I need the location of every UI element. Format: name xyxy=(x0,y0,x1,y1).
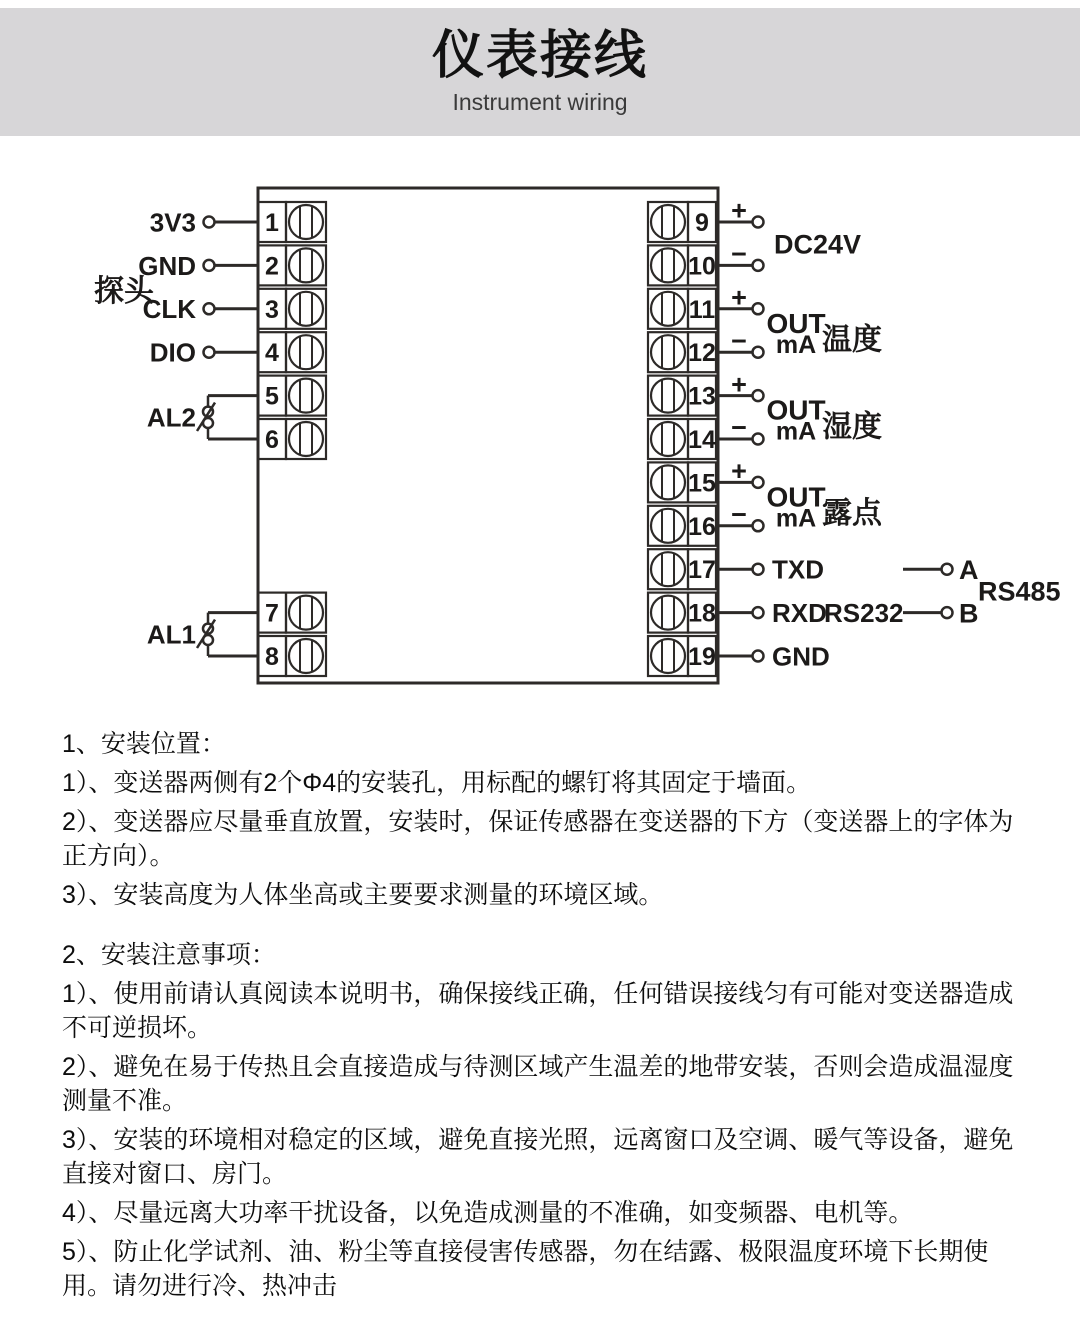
rs232-label: RS232 xyxy=(824,597,904,628)
section-install-position xyxy=(62,727,1030,912)
terminal-screw-box xyxy=(286,202,326,242)
terminal-number: 11 xyxy=(688,295,716,324)
minus-sign: − xyxy=(731,239,747,270)
plus-sign: + xyxy=(731,282,747,313)
screw-terminal-icon xyxy=(651,335,685,369)
terminal-number: 9 xyxy=(695,209,709,237)
screw-terminal-icon xyxy=(289,248,323,282)
header-band xyxy=(0,8,1080,136)
terminal-screw-box xyxy=(286,419,326,459)
terminal-number: 8 xyxy=(265,643,279,671)
wire-connector-icon xyxy=(942,564,953,575)
terminal-screw-box xyxy=(648,245,688,285)
note-item: 3）、安装的环境相对稳定的区域，避免直接光照，远离窗口及空调、暖气等设备，避免直接对窗口、房门。 xyxy=(62,1126,1014,1188)
pin-label-3v3: 3V3 xyxy=(149,207,196,238)
section-install-cautions xyxy=(62,938,1030,1303)
wire-connector-icon xyxy=(942,607,953,618)
terminal-screw-box xyxy=(648,332,688,372)
wire-connector-icon xyxy=(753,434,764,445)
plus-sign: + xyxy=(731,369,747,400)
wiring-diagram xyxy=(0,150,1080,710)
note-item: 4）、尽量远离大功率干扰设备，以免造成测量的不准确，如变频器、电机等。 xyxy=(62,1199,914,1227)
wire-connector-icon xyxy=(753,260,764,271)
wire-connector-icon xyxy=(753,651,764,662)
terminal-number: 2 xyxy=(265,252,279,281)
terminal-screw-box xyxy=(286,593,326,633)
rs485-label: RS485 xyxy=(978,576,1061,607)
wire-connector-icon xyxy=(753,520,764,531)
pin-label-al2: AL2 xyxy=(146,402,196,433)
screw-terminal-icon xyxy=(289,335,323,369)
terminal-screw-box xyxy=(648,636,688,676)
probe-label: 探头 xyxy=(94,274,154,308)
note-item: 5）、防止化学试剂、油、粉尘等直接侵害传感器，勿在结露、极限温度环境下长期使用。请勿进行冷、热冲击 xyxy=(62,1238,989,1300)
out-label: OUT xyxy=(766,307,826,339)
wire-connector-icon xyxy=(753,564,764,575)
note-item: 2）、变送器应尽量垂直放置，安装时，保证传感器在变送器的下方（变送器上的字体为正方向）。 xyxy=(62,808,1014,870)
terminal-number: 15 xyxy=(688,469,716,498)
screw-terminal-icon xyxy=(289,379,323,413)
minus-sign: − xyxy=(731,412,747,443)
screw-terminal-icon xyxy=(289,292,323,326)
pin-label-dio: DIO xyxy=(149,337,196,368)
page-title: 仪表接线 xyxy=(431,27,648,85)
wire-connector-icon xyxy=(204,303,215,314)
unit-label: mA xyxy=(775,504,817,533)
wire-connector-icon xyxy=(753,303,764,314)
wire-connector-icon xyxy=(204,260,215,271)
screw-terminal-icon xyxy=(651,465,685,499)
terminal-screw-box xyxy=(648,419,688,459)
wire-connector-icon xyxy=(753,347,764,358)
output-cn-label: 湿度 xyxy=(822,410,882,444)
pin-label-clk: CLK xyxy=(142,294,196,325)
wiring-diagram-svg xyxy=(0,150,1080,710)
terminal-number: 10 xyxy=(688,252,716,281)
terminal-screw-box xyxy=(648,202,688,242)
terminal-number: 4 xyxy=(265,339,279,368)
terminal-number: 1 xyxy=(265,209,279,237)
minus-sign: − xyxy=(731,325,747,356)
terminal-number: 18 xyxy=(688,599,716,628)
screw-terminal-icon xyxy=(651,509,685,543)
pin-label-gnd: GND xyxy=(138,250,196,281)
terminal-screw-box xyxy=(286,289,326,329)
screw-terminal-icon xyxy=(651,248,685,282)
pin-label-gnd: GND xyxy=(772,641,830,672)
note-item: 3）、安装高度为人体坐高或主要要求测量的环境区域。 xyxy=(62,881,664,909)
rs485-b-label: B xyxy=(959,598,979,629)
out-label: OUT xyxy=(766,481,826,513)
note-item: 1）、使用前请认真阅读本说明书，确保接线正确，任何错误接线匀有可能对变送器造成不可逆损坏。 xyxy=(62,980,1014,1042)
out-label: OUT xyxy=(766,394,826,426)
pin-label-txd: TXD xyxy=(772,554,824,585)
screw-terminal-icon xyxy=(289,596,323,630)
screw-terminal-icon xyxy=(289,639,323,673)
terminal-number: 14 xyxy=(688,426,716,454)
pin-label-rxd: RXD xyxy=(772,597,827,628)
wire-connector-icon xyxy=(204,347,215,358)
terminal-number: 19 xyxy=(688,643,716,671)
terminal-screw-box xyxy=(286,332,326,372)
terminal-screw-box xyxy=(648,462,688,502)
terminal-number: 5 xyxy=(265,382,279,411)
pin-label-al1: AL1 xyxy=(146,619,196,650)
output-cn-label: 温度 xyxy=(822,323,882,357)
terminal-screw-box xyxy=(648,506,688,546)
terminal-number: 6 xyxy=(265,426,279,454)
rs485-a-label: A xyxy=(959,554,979,585)
screw-terminal-icon xyxy=(651,379,685,413)
terminal-screw-box xyxy=(648,549,688,589)
section-heading: 2、安装注意事项： xyxy=(62,941,276,969)
screw-terminal-icon xyxy=(289,205,323,239)
terminal-number: 16 xyxy=(688,512,716,541)
terminal-screw-box xyxy=(648,376,688,416)
section-heading: 1、安装位置： xyxy=(62,730,226,758)
terminal-number: 12 xyxy=(688,339,716,368)
screw-terminal-icon xyxy=(651,422,685,456)
terminal-number: 7 xyxy=(265,599,279,628)
unit-label: mA xyxy=(775,417,817,446)
output-cn-label: 露点 xyxy=(822,497,882,531)
unit-label: mA xyxy=(775,330,817,359)
minus-sign: − xyxy=(731,499,747,530)
terminal-number: 13 xyxy=(688,382,716,411)
terminal-screw-box xyxy=(286,245,326,285)
wire-connector-icon xyxy=(753,217,764,228)
screw-terminal-icon xyxy=(651,552,685,586)
terminal-screw-box xyxy=(648,593,688,633)
wire-connector-icon xyxy=(753,390,764,401)
installation-notes xyxy=(62,727,1030,1308)
screw-terminal-icon xyxy=(289,422,323,456)
terminal-screw-box xyxy=(286,636,326,676)
screw-terminal-icon xyxy=(651,639,685,673)
screw-terminal-icon xyxy=(651,596,685,630)
screw-terminal-icon xyxy=(651,292,685,326)
wire-connector-icon xyxy=(753,607,764,618)
plus-sign: + xyxy=(731,456,747,487)
plus-sign: + xyxy=(731,195,747,226)
terminal-screw-box xyxy=(286,376,326,416)
note-item: 2）、避免在易于传热且会直接造成与待测区域产生温差的地带安装，否则会造成温湿度测量不准。 xyxy=(62,1053,1014,1115)
wire-connector-icon xyxy=(753,477,764,488)
note-item: 1）、变送器两侧有2个Φ4的安装孔，用标配的螺钉将其固定于墙面。 xyxy=(62,769,812,797)
terminal-screw-box xyxy=(648,289,688,329)
screw-terminal-icon xyxy=(651,205,685,239)
terminal-number: 17 xyxy=(688,556,716,585)
pair-label-dc24v: DC24V xyxy=(774,229,862,260)
page-subtitle: Instrument wiring xyxy=(452,89,628,115)
terminal-number: 3 xyxy=(265,295,279,324)
wire-connector-icon xyxy=(204,217,215,228)
